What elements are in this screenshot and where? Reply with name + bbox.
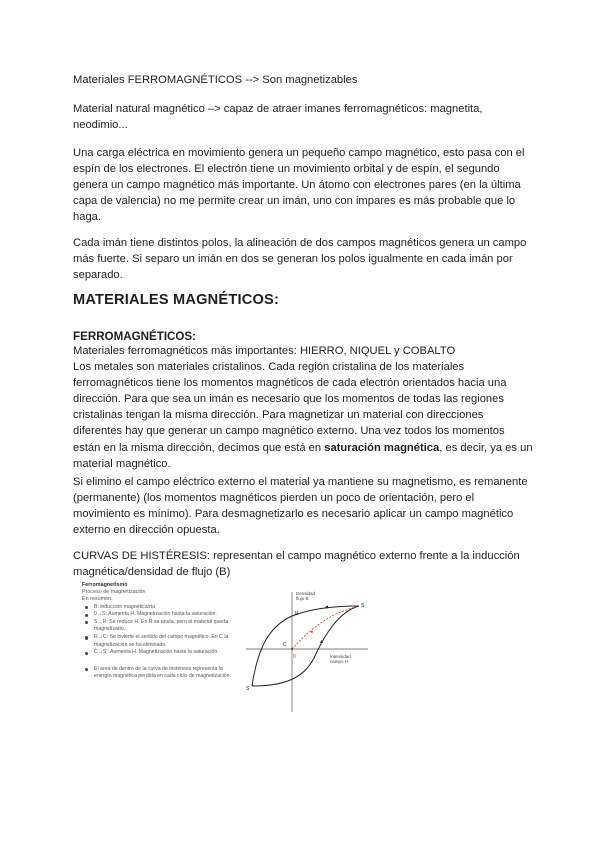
crystal-text: Los metales son materiales cristalinos. Cada región cristalina de los materiales ferromagnéticos tiene los momentos magnéticos de cada electrón orientados hacia una dirección. Para que sea un imán es necesario que los momentos de todas las regiones cristalinas tengan la misma dirección. Para magnetizar un material con direcciones diferentes hay que generar un campo magnético externo. Una vez todos los momentos están en la misma dirección, decimos que está en — [73, 361, 507, 454]
label-s: S — [361, 603, 365, 609]
origin-point — [291, 648, 293, 650]
label-c: C — [283, 642, 287, 648]
figure-note-list — [82, 666, 238, 681]
intro-line-ferromagnetic: Materiales FERROMAGNÉTICOS --> Son magnetizables — [73, 74, 358, 86]
figure-title: Ferromagnetismo — [82, 582, 128, 588]
figure-bullet-list — [82, 604, 238, 657]
figure-caption: En resumen: — [82, 596, 113, 603]
hysteresis-upper-branch — [252, 606, 359, 686]
hysteresis-graph — [242, 586, 372, 716]
x-axis-label: Intensidad — [330, 654, 351, 659]
figure-bullet: R→C: Se invierte el sentido del campo magnético. En C la magnetización se ha eliminado. — [82, 634, 238, 649]
label-r: R — [295, 611, 299, 617]
main-materials-line: Materiales ferromagnéticos más importantes: HIERRO, NIQUEL y COBALTO — [73, 345, 456, 357]
paragraph-remanent: Si elimino el campo eléctrico externo el material ya mantiene su magnetismo, es remanente (permanente) (los momentos magnéticos pierden un poco de orientación, pero el movimiento es mínimo). Para desmagnetizarlo es necesario aplicar un campo magnético externo en dirección opuesta. — [73, 476, 528, 537]
section-heading: MATERIALES MAGNÉTICOS: — [73, 292, 280, 308]
paragraph-magnet-poles: Cada imán tiene distintos polos, la alineación de dos campos magnéticos genera un campo más fuerte. Si separo un imán en dos se generan los polos igualmente en cada imán por separado. — [73, 237, 527, 282]
figure-text-block — [82, 582, 238, 722]
intro-line-natural-magnet: Material natural magnético –> capaz de atraer imanes ferromagnéticos: magnetita, neodimio... — [73, 103, 483, 132]
paragraph-electron-spin: Una carga eléctrica en movimiento genera un pequeño campo magnético, esto pasa con el espín de los electrones. El electrón tiene un movimiento orbital y de espín, el segundo genera un campo magnético más importante. Un átomo con electrones pares (en la última capa de valencia) no me permite crear un imán, uno con impares es más probable que lo haga. — [73, 147, 525, 224]
figure-bullet: S→R: Se reduce H. En R se anula, pero el material queda magnetizado. — [82, 619, 238, 634]
hysteresis-lower-branch — [252, 606, 359, 686]
subheading-ferromagnetic: FERROMAGNÉTICOS: — [73, 330, 197, 343]
label-s-prime: S' — [246, 686, 251, 692]
crystal-text-end: , es decir, ya es un material magnético. — [73, 441, 533, 470]
label-origin: 0 — [293, 654, 296, 660]
y-axis-label: Densidad — [296, 591, 316, 596]
figure-note: El área de dentro de la curva de histéresis representa la energía magnética perdida en cada ciclo de magnetización. — [82, 666, 238, 681]
paragraph-hysteresis-curves: CURVAS DE HISTÉRESIS: representan el campo magnético externo frente a la inducción magnética/densidad de flujo (B) — [73, 550, 520, 579]
figure-bullet: B: inducción magnética/rta — [82, 604, 238, 612]
y-axis-label-2: flujo B — [296, 596, 309, 601]
x-axis-label-2: campo H — [330, 659, 349, 664]
paragraph-ferromagnetic-materials — [73, 343, 533, 472]
figure-subtitle: Proceso de magnetización — [82, 589, 146, 596]
figure-bullet: C→S': Aumenta H. Magnetización hasta la saturación. — [82, 649, 238, 657]
figure-bullet: 0→S: Aumenta H. Magnetización hasta la saturación. — [82, 611, 238, 619]
saturation-term: saturación magnética — [324, 441, 440, 454]
